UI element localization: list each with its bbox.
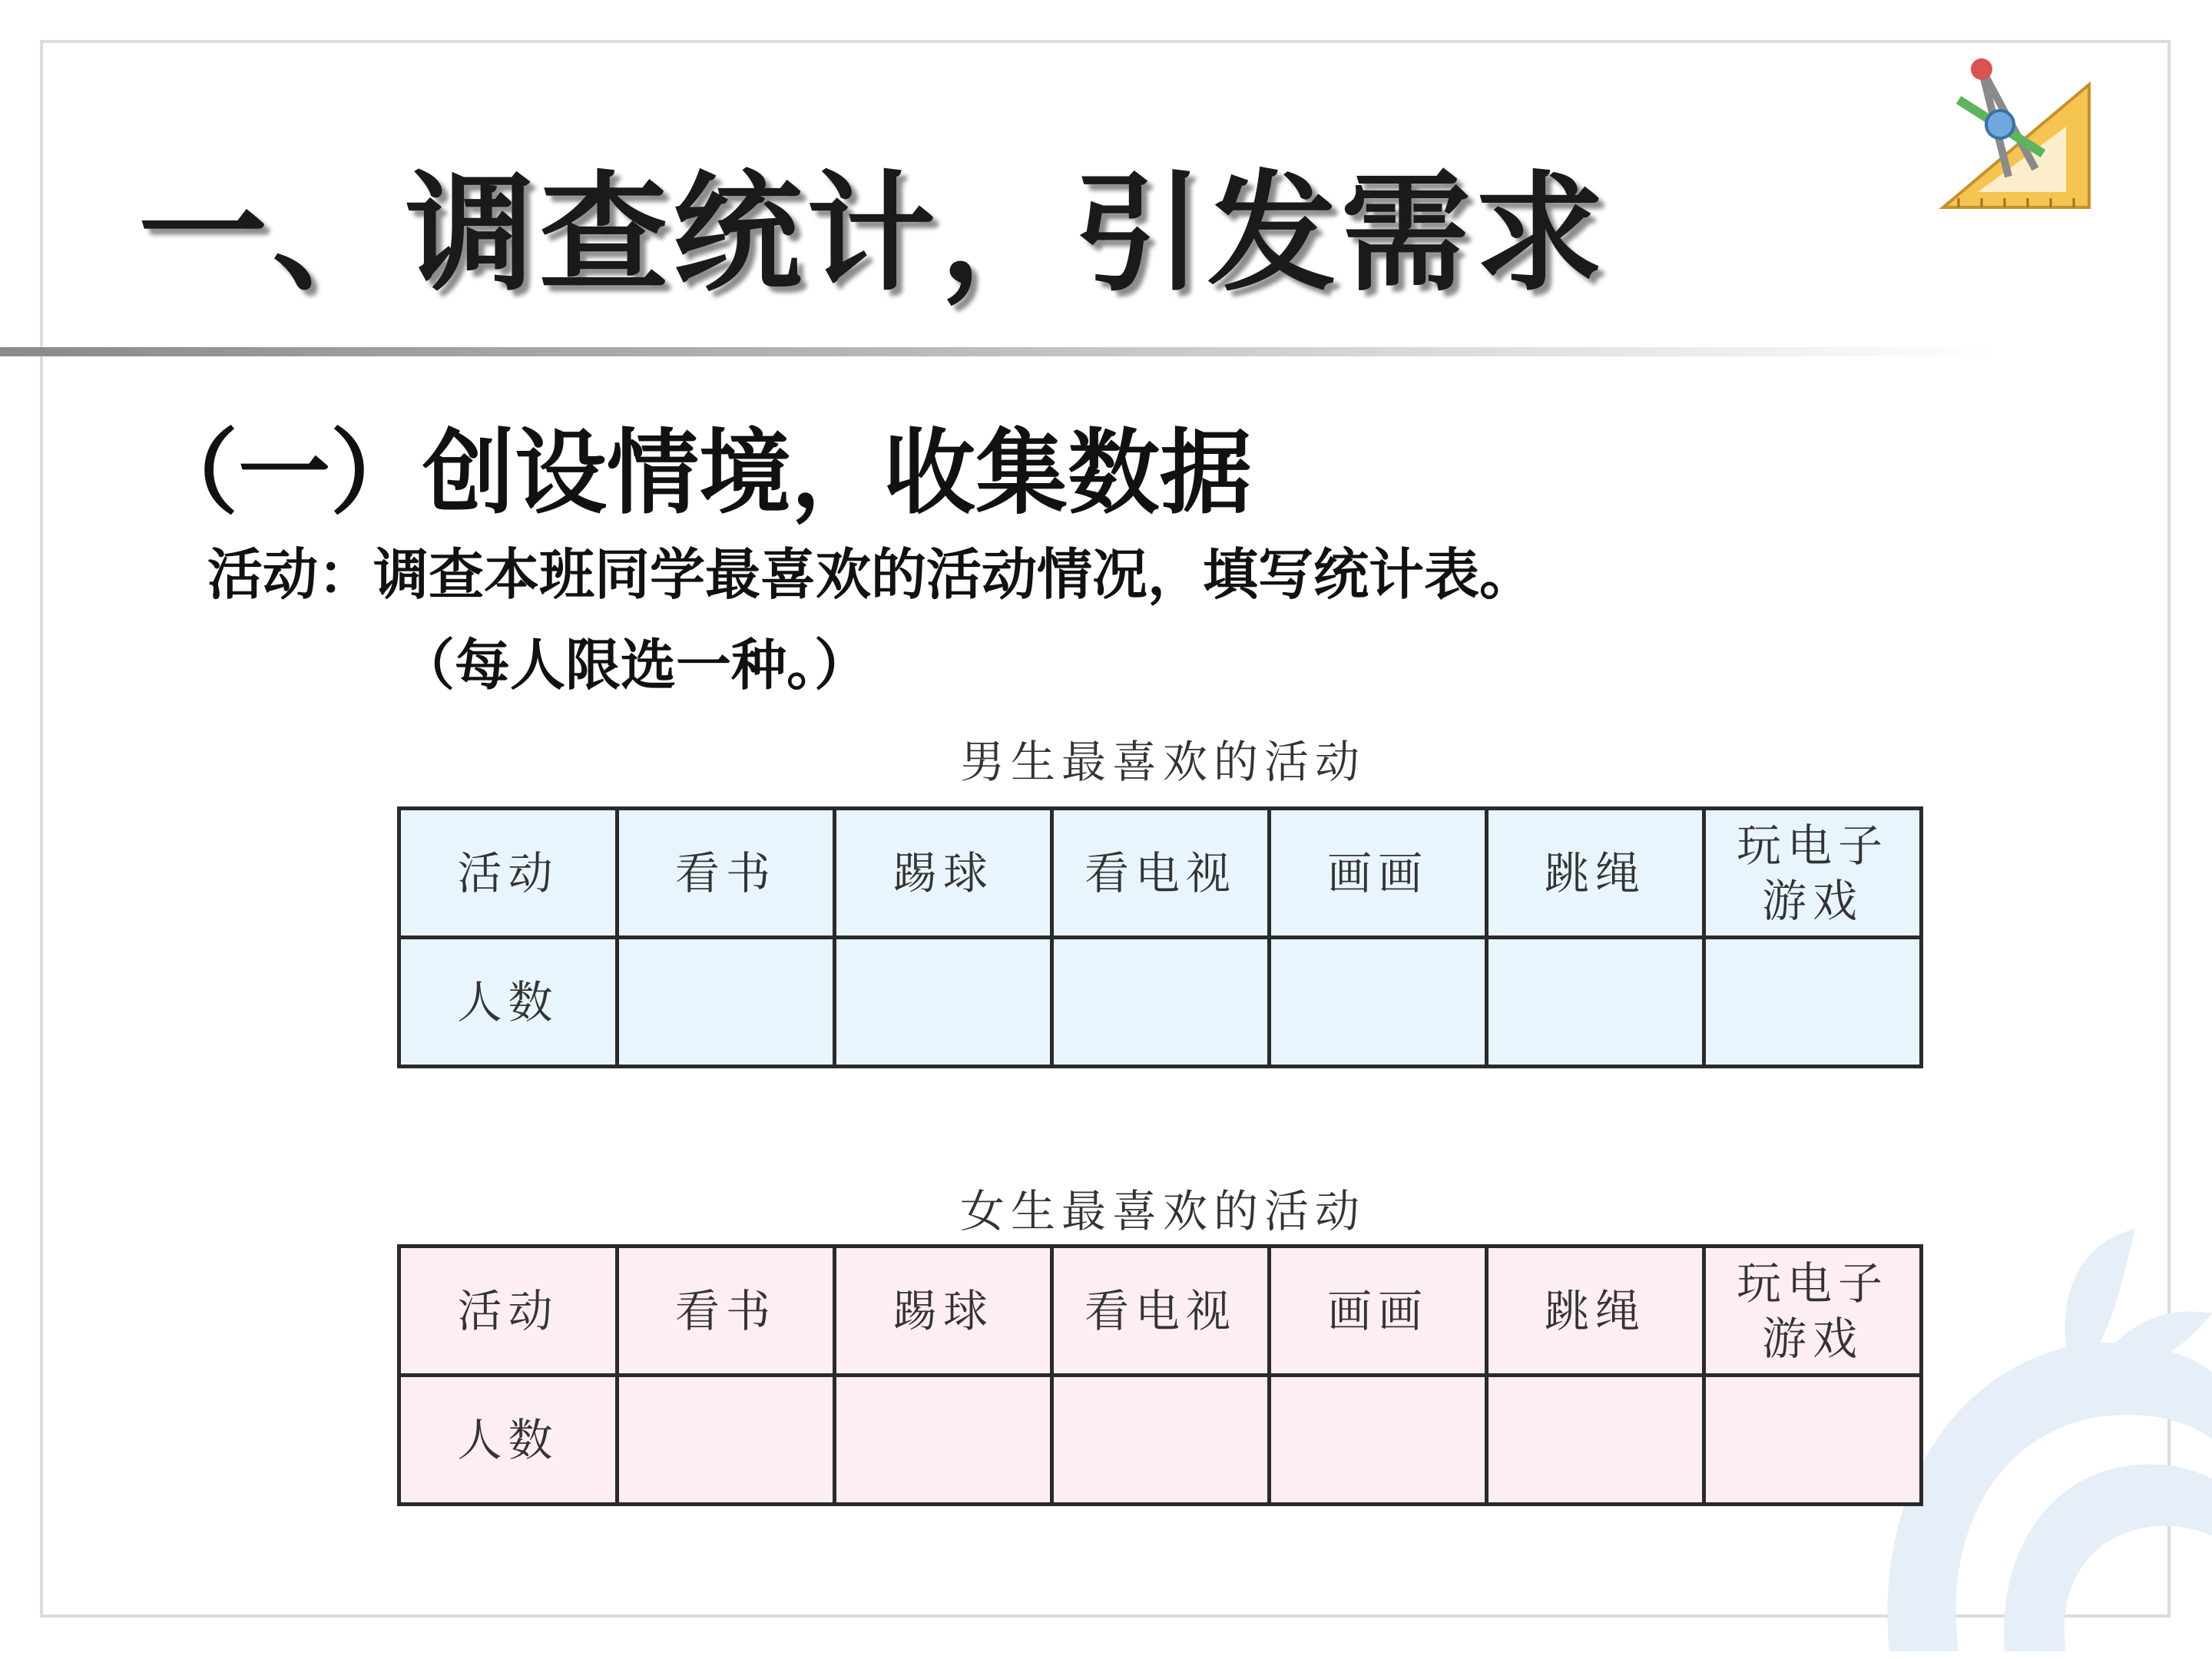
activity-cell: 玩电子游戏: [1704, 809, 1922, 938]
table-row: [399, 809, 1922, 938]
header-label-cell: 活动: [399, 1247, 618, 1376]
count-cell[interactable]: [618, 1376, 835, 1505]
count-label-cell: 人数: [399, 938, 618, 1067]
boys-activity-table: [397, 806, 1923, 1068]
count-label-cell: 人数: [399, 1376, 618, 1505]
count-cell[interactable]: [1487, 938, 1704, 1067]
activity-cell: 跳绳: [1487, 1247, 1704, 1376]
activity-cell: 看电视: [1052, 809, 1270, 938]
activity-cell: 看书: [618, 1247, 835, 1376]
count-cell[interactable]: [1270, 1376, 1487, 1505]
section-subtitle: （一）创设情境，收集数据: [146, 420, 1252, 527]
count-cell[interactable]: [1052, 1376, 1270, 1505]
girls-activity-table: [397, 1244, 1923, 1506]
header-label-cell: 活动: [399, 809, 618, 938]
activity-cell: 看电视: [1052, 1247, 1270, 1376]
girls-table-caption: 女生最喜欢的活动: [960, 1185, 1366, 1237]
activity-cell: 画画: [1270, 1247, 1487, 1376]
count-cell[interactable]: [1704, 938, 1922, 1067]
count-cell[interactable]: [1270, 938, 1487, 1067]
activity-cell: 跳绳: [1487, 809, 1704, 938]
activity-cell: 踢球: [835, 1247, 1052, 1376]
count-cell[interactable]: [835, 1376, 1052, 1505]
slide-title: 一、调查统计，引发需求: [138, 158, 1608, 309]
ruler-compass-icon: [1936, 54, 2112, 223]
activity-instruction: 活动：调查本班同学最喜欢的活动情况，填写统计表。: [207, 542, 1535, 607]
table-row: [399, 1247, 1922, 1376]
boys-table-caption: 男生最喜欢的活动: [960, 736, 1366, 788]
activity-cell: 踢球: [835, 809, 1052, 938]
table-row: [399, 1376, 1922, 1505]
count-cell[interactable]: [1487, 1376, 1704, 1505]
activity-cell: 画画: [1270, 809, 1487, 938]
count-cell[interactable]: [1704, 1376, 1922, 1505]
count-cell[interactable]: [1052, 938, 1270, 1067]
title-divider: [0, 347, 1997, 356]
count-cell[interactable]: [835, 938, 1052, 1067]
activity-cell: 玩电子游戏: [1704, 1247, 1922, 1376]
table-row: [399, 938, 1922, 1067]
activity-note: （每人限选一种。）: [399, 633, 870, 697]
count-cell[interactable]: [618, 938, 835, 1067]
activity-cell: 看书: [618, 809, 835, 938]
